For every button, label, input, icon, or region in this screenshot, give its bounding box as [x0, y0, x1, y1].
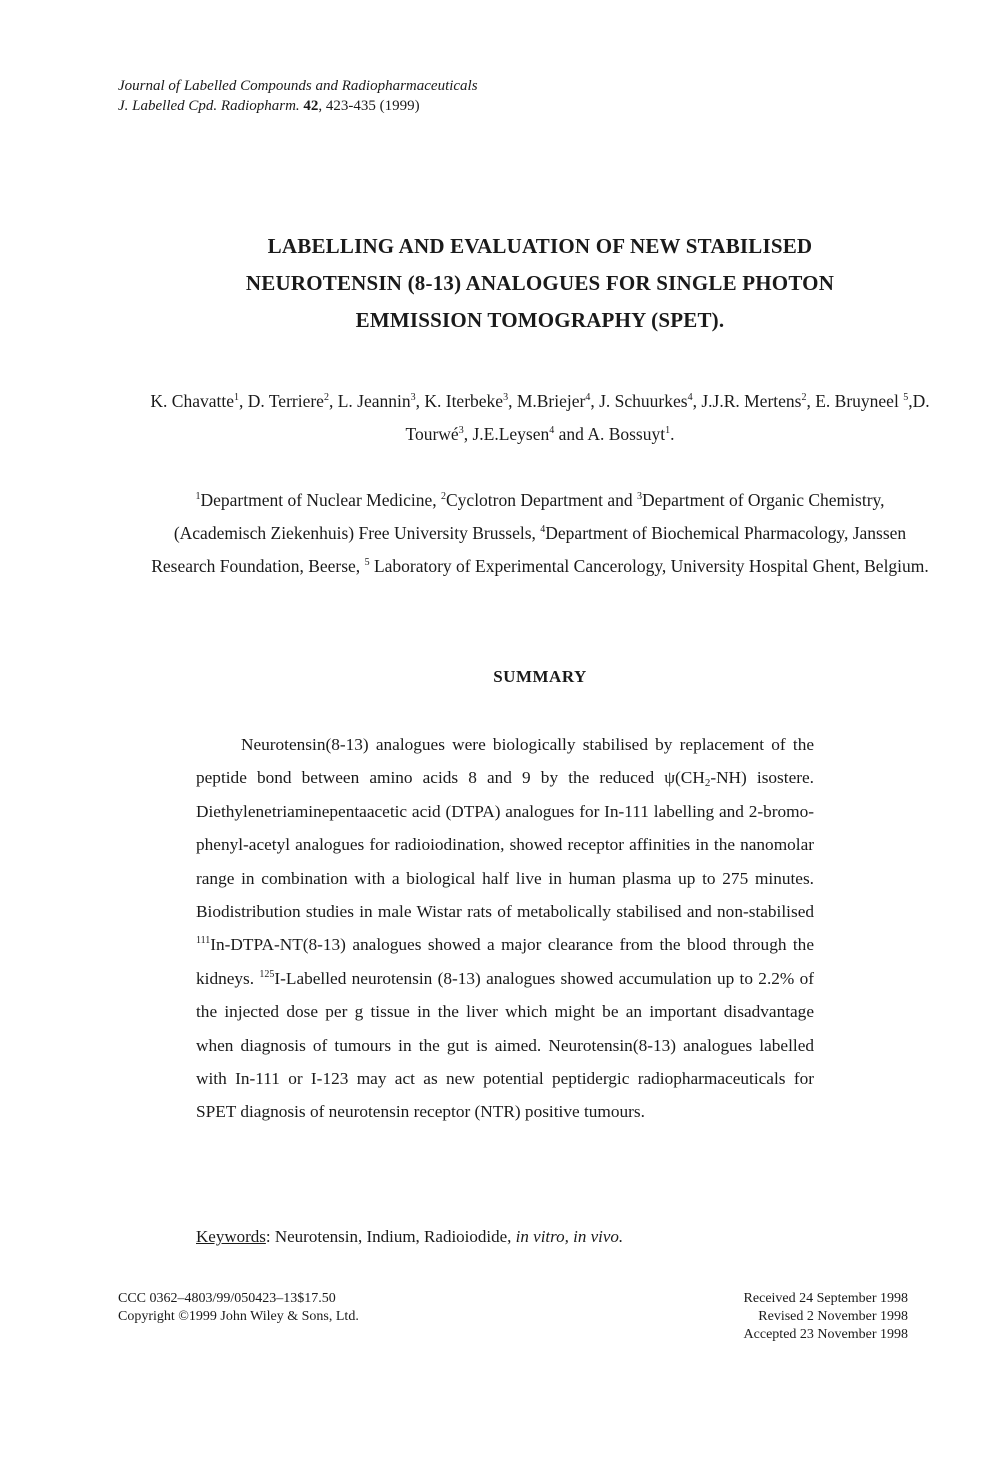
author-separator: , — [692, 391, 702, 411]
author: J.E.Leysen — [472, 424, 550, 444]
author-affiliation-mark: 4 — [687, 392, 693, 403]
affiliation-number: 3 — [637, 491, 642, 502]
summary-text — [196, 728, 814, 1129]
author: K. Chavatte — [150, 391, 235, 411]
citation-prefix: J. Labelled Cpd. Radiopharm. — [118, 98, 300, 114]
author-separator: , — [806, 391, 816, 411]
author-separator: , — [463, 424, 473, 444]
copyright-line: Copyright ©1999 John Wiley & Sons, Ltd. — [118, 1309, 359, 1324]
summary-part-4: I-Labelled neurotensin (8-13) analogues showed accumulation up to 2.2% of the injected dose per g tissue in the liver which might be an important disadvantage when diagnosis of tumours in the gut is aimed. Neurotensin(8-13) analogues labelled with In-111 or I-123 may act as new potential peptidergic radiopharmaceuticals for SPET diagnosis of neurotensin receptor (NTR) positive tumours. — [196, 968, 814, 1122]
journal-citation — [118, 96, 478, 116]
author-separator: , — [239, 391, 248, 411]
copyright-block — [118, 1290, 359, 1326]
affiliation-number: 4 — [540, 524, 546, 535]
affiliation: Department of Organic Chemistry, (Academisch Ziekenhuis) Free University Brussels, — [173, 490, 885, 543]
accepted-date: Accepted 23 November 1998 — [743, 1327, 908, 1342]
author-separator: , — [908, 391, 913, 411]
affiliation: Cyclotron Department and — [446, 490, 637, 510]
subscript-2: 2 — [704, 777, 711, 790]
affiliation-number: 5 — [364, 557, 370, 568]
author: A. Bossuyt — [587, 424, 666, 444]
author-affiliation-mark: 4 — [585, 392, 591, 403]
affiliation: Department of Nuclear Medicine, — [200, 490, 441, 510]
affiliation-number: 2 — [441, 491, 446, 502]
summary-part-3: In-DTPA-NT(8-13) analogues showed a major clearance from the blood through the kidneys. — [196, 935, 814, 988]
author-affiliation-mark: 3 — [503, 392, 509, 403]
title-line-2: NEUROTENSIN (8-13) ANALOGUES FOR SINGLE PHOTON — [245, 271, 835, 295]
author-separator: , — [590, 391, 600, 411]
author: D. Tourwé — [405, 391, 930, 444]
ccc-code: CCC 0362–4803/99/050423–13$17.50 — [118, 1291, 336, 1306]
paper-title — [150, 228, 930, 339]
affiliation: Laboratory of Experimental Cancerology, University Hospital Ghent, Belgium. — [369, 556, 929, 576]
superscript-125: 125 — [259, 968, 275, 980]
author-affiliation-mark: 3 — [458, 425, 464, 436]
pages-year: , 423-435 (1999) — [318, 98, 420, 114]
received-date: Received 24 September 1998 — [743, 1291, 908, 1306]
affiliation-number: 1 — [195, 491, 201, 502]
summary-part-1: Neurotensin(8-13) analogues were biologically stabilised by replacement of the peptide bond between amino acids 8 and 9 by the reduced ψ(CH — [196, 735, 814, 788]
author-affiliation-mark: 1 — [665, 425, 671, 436]
author-affiliation-mark: 1 — [234, 392, 240, 403]
superscript-111: 111 — [196, 935, 211, 947]
keywords — [196, 1227, 623, 1247]
author-affiliation-mark: 2 — [323, 392, 329, 403]
author-separator: , — [328, 391, 338, 411]
author: J. Schuurkes — [599, 391, 688, 411]
author: J.J.R. Mertens — [701, 391, 802, 411]
author: L. Jeannin — [337, 391, 411, 411]
affiliation: Department of Biochemical Pharmacology, Janssen Research Foundation, Beerse, — [151, 523, 907, 576]
title-line-1: LABELLING AND EVALUATION OF NEW STABILISED — [267, 234, 813, 258]
summary-heading: SUMMARY — [493, 667, 587, 686]
revised-date: Revised 2 November 1998 — [758, 1309, 908, 1324]
author-affiliation-mark: 2 — [801, 392, 807, 403]
affiliations — [150, 484, 930, 583]
keywords-label: Keywords — [196, 1227, 266, 1246]
title-line-3: EMMISSION TOMOGRAPHY (SPET). — [355, 308, 725, 332]
author: E. Bruyneel — [815, 391, 904, 411]
author-separator: , — [415, 391, 425, 411]
author: K. Iterbeke — [424, 391, 504, 411]
author-list — [150, 385, 930, 451]
author-separator: , — [508, 391, 517, 411]
dates-block — [744, 1290, 908, 1344]
author: D. Terriere — [247, 391, 324, 411]
keywords-italic: in vitro, in vivo. — [515, 1227, 624, 1246]
volume: 42 — [303, 98, 319, 114]
author-affiliation-mark: 4 — [549, 425, 555, 436]
author-affiliation-mark: 5 — [903, 392, 909, 403]
author-separator: and — [554, 424, 588, 444]
author-separator: . — [670, 424, 675, 444]
keywords-list: : Neurotensin, Indium, Radioiodide, — [265, 1227, 516, 1246]
author: M.Briejer — [516, 391, 586, 411]
journal-header — [118, 76, 478, 116]
summary-part-2: -NH) isostere. Diethylenetriaminepentaacetic acid (DTPA) analogues for In-111 labelling and 2-bromo-phenyl-acetyl analogues for radioiodination, showed receptor affinities in the nanomolar range in combination with a biological half live in human plasma up to 275 minutes. Biodistribution studies in male Wistar rats of metabolically stabilised and non-stabilised — [196, 768, 815, 922]
journal-name: Journal of Labelled Compounds and Radiopharmaceuticals — [118, 78, 478, 94]
author-affiliation-mark: 3 — [410, 392, 416, 403]
